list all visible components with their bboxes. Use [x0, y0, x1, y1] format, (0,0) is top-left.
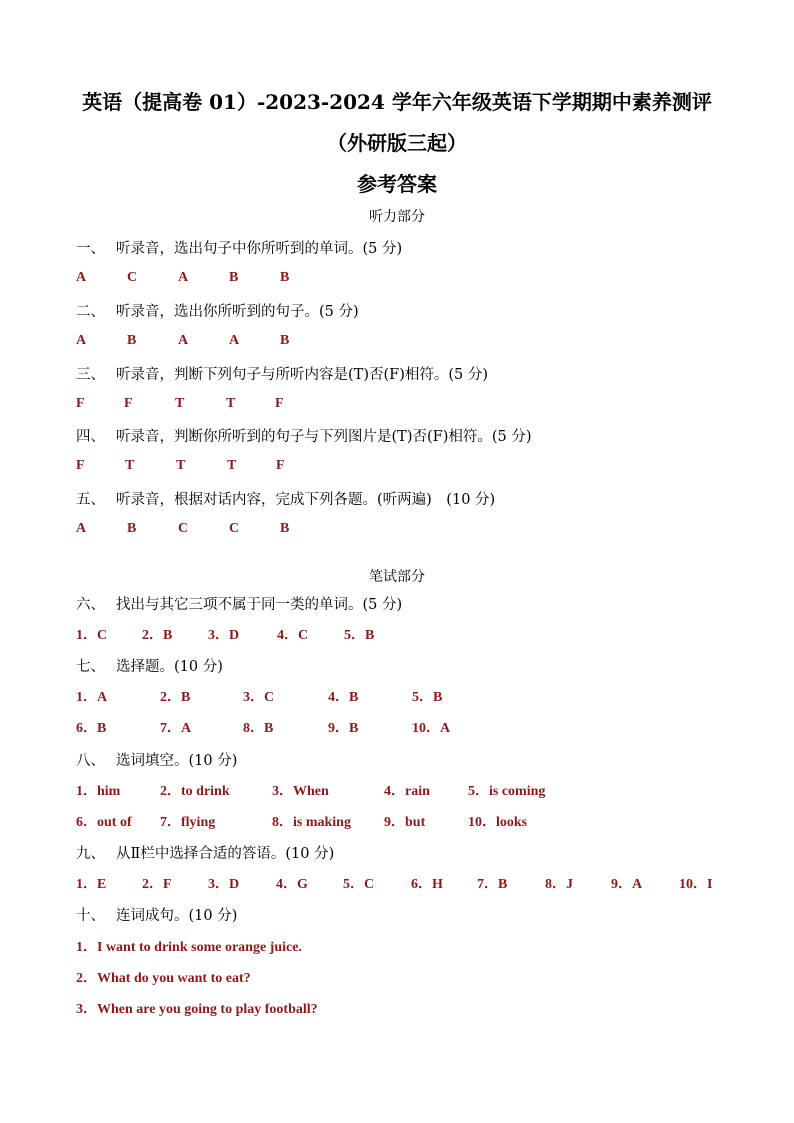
answer: 2．B: [160, 690, 191, 705]
document-title: 英语（提高卷 01）-2023-2024 学年六年级英语下学期期中素养测评: [82, 90, 712, 114]
answer: 7．A: [160, 721, 192, 736]
answer: 1．E: [76, 877, 107, 892]
answer: 5．B: [344, 628, 375, 643]
answer: 9．A: [611, 877, 643, 892]
question-number: 一、: [76, 241, 105, 257]
answer: T: [175, 396, 185, 411]
answer: B: [280, 270, 290, 285]
question-number: 八、: [76, 753, 105, 769]
question-text: 找出与其它三项不属于同一类的单词。(5 分): [116, 597, 403, 613]
question-text: 听录音，根据对话内容，完成下列各题。(听两遍) (10 分): [116, 492, 496, 508]
answer: 5．is coming: [468, 784, 546, 799]
question-number: 九、: [76, 846, 105, 862]
question-3: [76, 363, 488, 384]
answer: 6．B: [76, 721, 107, 736]
answer: 8．B: [243, 721, 274, 736]
answer: 8．is making: [272, 815, 351, 830]
sentence-answer: 2．What do you want to eat?: [76, 971, 251, 986]
question-text: 听录音，选出句子中你所听到的单词。(5 分): [116, 241, 403, 257]
question-text: 从Ⅱ栏中选择合适的答语。(10 分): [116, 846, 335, 862]
answer: F: [76, 458, 85, 473]
question-7: [76, 655, 223, 676]
answer: B: [280, 521, 290, 536]
answer: B: [127, 333, 137, 348]
answer: C: [229, 521, 240, 536]
answer: 7．B: [477, 877, 508, 892]
answer: A: [229, 333, 240, 348]
answer: C: [127, 270, 138, 285]
question-text: 听录音，判断下列句子与所听内容是(T)否(F)相符。(5 分): [116, 367, 489, 383]
question-1: [76, 237, 402, 258]
question-8: [76, 749, 237, 770]
answer: C: [178, 521, 189, 536]
answer: 4．C: [277, 628, 309, 643]
answer: F: [124, 396, 133, 411]
question-9: [76, 842, 334, 863]
answer: 1．him: [76, 784, 121, 799]
answer: 1．C: [76, 628, 108, 643]
question-text: 听录音，判断你所听到的句子与下列图片是(T)否(F)相符。(5 分): [116, 429, 532, 445]
sentence-answer: 3．When are you going to play football?: [76, 1002, 318, 1017]
sentence-answer: 1．I want to drink some orange juice.: [76, 940, 302, 955]
answer: T: [227, 458, 237, 473]
answer: F: [76, 396, 85, 411]
answer: T: [226, 396, 236, 411]
question-text: 连词成句。(10 分): [116, 908, 238, 924]
answer: 2．F: [142, 877, 172, 892]
question-text: 听录音，选出你所听到的句子。(5 分): [116, 304, 359, 320]
document-subtitle: （外研版三起）: [327, 131, 467, 155]
question-5: [76, 488, 495, 509]
question-10: [76, 904, 237, 925]
answer: 2．to drink: [160, 784, 230, 799]
question-6: [76, 593, 402, 614]
answer: A: [76, 521, 87, 536]
answer: 3．D: [208, 628, 240, 643]
answer: F: [276, 458, 285, 473]
answer: 4．B: [328, 690, 359, 705]
answer: 6．out of: [76, 815, 132, 830]
answer: 7．flying: [160, 815, 216, 830]
answer: 10．I: [679, 877, 713, 892]
answer: 8．J: [545, 877, 573, 892]
answer: 4．rain: [384, 784, 430, 799]
answer: 10．looks: [468, 815, 528, 830]
answer: 4．G: [276, 877, 308, 892]
answer: 10．A: [412, 721, 451, 736]
answer: T: [125, 458, 135, 473]
answer: A: [178, 270, 189, 285]
question-text: 选词填空。(10 分): [116, 753, 238, 769]
question-number: 三、: [76, 367, 105, 383]
question-2: [76, 300, 359, 321]
answer: A: [178, 333, 189, 348]
answer: 1．A: [76, 690, 108, 705]
answer: 3．C: [243, 690, 275, 705]
answer: 9．B: [328, 721, 359, 736]
question-4: [76, 425, 532, 446]
answer: 2．B: [142, 628, 173, 643]
answer: 3．When: [272, 784, 329, 799]
question-number: 七、: [76, 659, 105, 675]
question-text: 选择题。(10 分): [116, 659, 223, 675]
answer: 6．H: [411, 877, 443, 892]
answer: B: [127, 521, 137, 536]
answer: B: [229, 270, 239, 285]
answer: B: [280, 333, 290, 348]
answer: 9．but: [384, 815, 426, 830]
question-number: 十、: [76, 908, 105, 924]
question-number: 四、: [76, 429, 105, 445]
answer: 3．D: [208, 877, 240, 892]
answer: F: [275, 396, 284, 411]
answer-key-heading: 参考答案: [357, 172, 437, 196]
answer: A: [76, 270, 87, 285]
answer: 5．C: [343, 877, 375, 892]
listening-section-heading: 听力部分: [369, 209, 425, 225]
question-number: 五、: [76, 492, 105, 508]
question-number: 六、: [76, 597, 105, 613]
answer: T: [176, 458, 186, 473]
answer: 5．B: [412, 690, 443, 705]
question-number: 二、: [76, 304, 105, 320]
writing-section-heading: 笔试部分: [369, 569, 425, 585]
answer: A: [76, 333, 87, 348]
